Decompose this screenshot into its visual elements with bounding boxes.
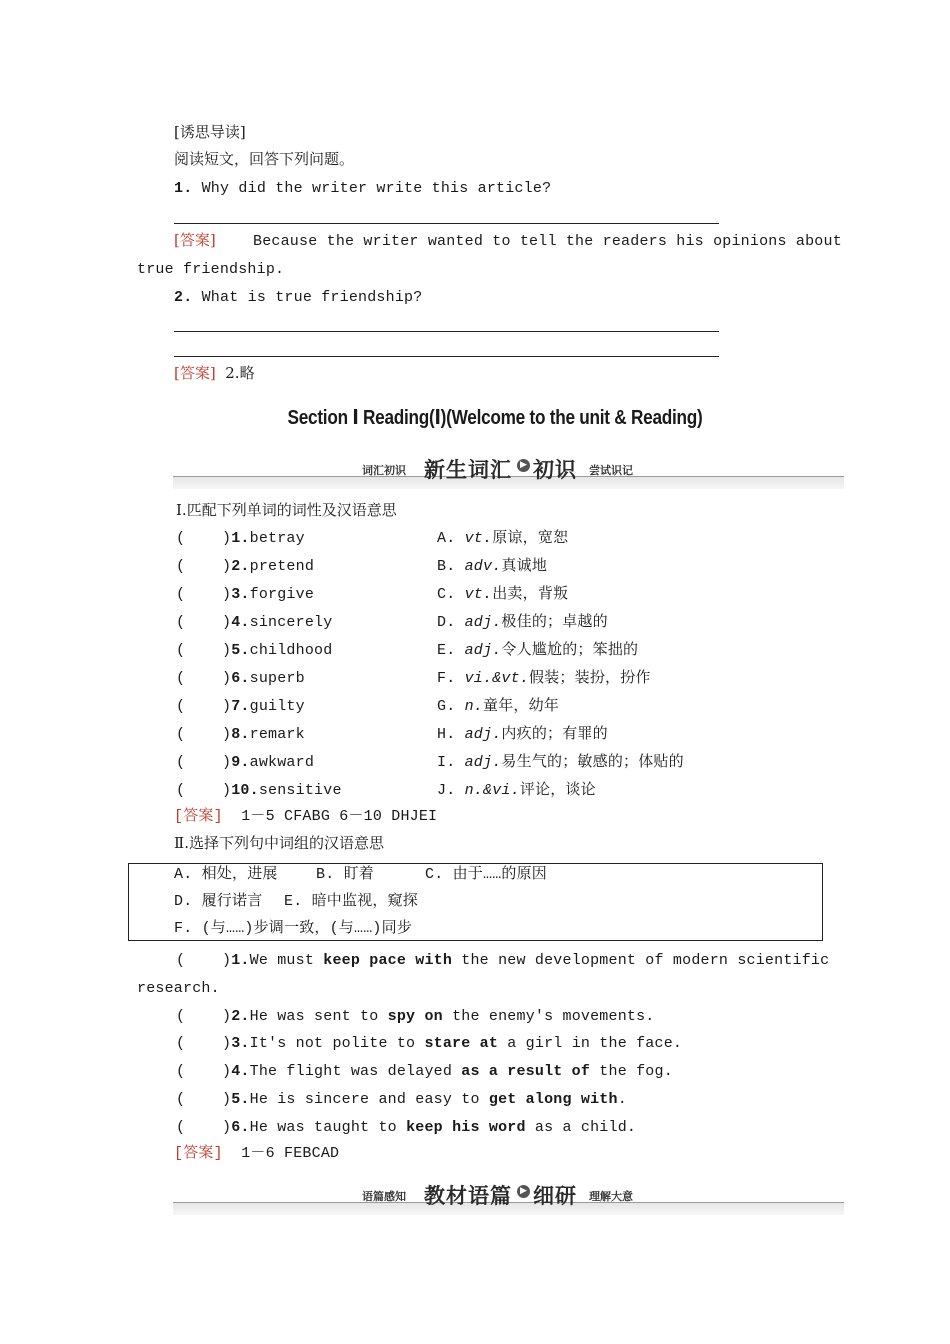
part1-answer-tag: [答案] bbox=[174, 808, 223, 825]
part-of-speech: n.&vi. bbox=[464, 782, 520, 799]
question-1-text: Why did the writer write this article? bbox=[201, 180, 552, 197]
question-1 bbox=[174, 181, 551, 196]
list-item-meaning bbox=[437, 727, 608, 742]
part1-answer-text: 1－5 CFABG 6－10 DHJEI bbox=[241, 808, 438, 825]
option-c: C. 由于……的原因 bbox=[425, 866, 548, 883]
answer-blank[interactable]: ( ) bbox=[176, 670, 232, 687]
part-of-speech: adj. bbox=[464, 614, 502, 631]
question-1-number: 1. bbox=[174, 180, 193, 197]
meaning: 童年，幼年 bbox=[483, 698, 560, 715]
sentence-5 bbox=[176, 1092, 627, 1107]
sentence-pre: He was sent to bbox=[249, 1008, 388, 1025]
answer-line-1 bbox=[174, 223, 719, 224]
sentence-phrase: get along with bbox=[488, 1091, 618, 1108]
answer-blank[interactable]: ( ) bbox=[176, 754, 232, 771]
part-of-speech: vi.&vt. bbox=[464, 670, 530, 687]
part-of-speech: adj. bbox=[464, 642, 502, 659]
answer-line-2a bbox=[174, 331, 719, 332]
option-letter: G. bbox=[437, 698, 456, 715]
answer-1-line2: true friendship. bbox=[137, 261, 285, 278]
item-number: 5. bbox=[231, 642, 250, 659]
sentence-number: 2. bbox=[231, 1008, 250, 1025]
answer-blank[interactable]: ( ) bbox=[176, 1091, 232, 1108]
sentence-phrase: as a result of bbox=[461, 1063, 591, 1080]
sentence-pre: We must bbox=[249, 952, 324, 969]
vocab-header-right: 尝试识记 bbox=[589, 464, 633, 477]
text-header-left: 语篇感知 bbox=[362, 1190, 406, 1203]
text-header-main2: 细研 bbox=[533, 1184, 577, 1208]
sentence-1 bbox=[176, 952, 830, 969]
option-letter: J. bbox=[437, 782, 456, 799]
list-item-meaning bbox=[437, 587, 568, 602]
item-number: 8. bbox=[231, 726, 250, 743]
answer-blank[interactable]: ( ) bbox=[176, 952, 232, 969]
list-item bbox=[176, 671, 305, 686]
list-item bbox=[176, 727, 305, 742]
sentence-phrase: spy on bbox=[387, 1008, 443, 1025]
part-of-speech: adj. bbox=[464, 754, 502, 771]
list-item-meaning bbox=[437, 671, 651, 686]
part2-answer-text: 1－6 FEBCAD bbox=[241, 1145, 340, 1162]
answer-blank[interactable]: ( ) bbox=[176, 614, 232, 631]
meaning: 内疚的；有罪的 bbox=[501, 726, 608, 743]
meaning: 评论，谈论 bbox=[519, 782, 596, 799]
sentence-pre: He was taught to bbox=[249, 1119, 407, 1136]
sentence-post: the new development of modern scientific bbox=[452, 952, 830, 969]
option-b: B. 盯着 bbox=[316, 866, 375, 883]
word: sincerely bbox=[249, 614, 333, 631]
item-number: 6. bbox=[231, 670, 250, 687]
option-e: E. 暗中监视，窥探 bbox=[284, 893, 419, 910]
meaning: 易生气的；敏感的；体贴的 bbox=[501, 754, 684, 771]
question-2 bbox=[174, 290, 422, 305]
sentence-number: 6. bbox=[231, 1119, 250, 1136]
option-f: F. (与……)步调一致，(与……)同步 bbox=[174, 920, 413, 937]
item-number: 1. bbox=[231, 530, 250, 547]
meaning: 令人尴尬的；笨拙的 bbox=[501, 642, 639, 659]
sentence-6 bbox=[176, 1120, 636, 1135]
sentence-pre: The flight was delayed bbox=[249, 1063, 462, 1080]
list-item bbox=[176, 755, 314, 770]
answer-blank[interactable]: ( ) bbox=[176, 1119, 232, 1136]
meaning: 真诚地 bbox=[501, 558, 548, 575]
intro-heading: [诱思导读] bbox=[174, 123, 246, 141]
option-letter: E. bbox=[437, 642, 456, 659]
word: superb bbox=[249, 670, 305, 687]
part-of-speech: n. bbox=[464, 698, 484, 715]
word: forgive bbox=[249, 586, 315, 603]
word: guilty bbox=[249, 698, 305, 715]
answer-1-tag: [答案] bbox=[174, 231, 216, 249]
list-item-meaning bbox=[437, 531, 568, 546]
answer-blank[interactable]: ( ) bbox=[176, 642, 232, 659]
sentence-phrase: keep his word bbox=[406, 1119, 526, 1136]
sentence-post: as a child. bbox=[525, 1119, 637, 1136]
list-item bbox=[176, 615, 332, 630]
question-2-text: What is true friendship? bbox=[201, 289, 423, 306]
answer-2 bbox=[174, 366, 255, 381]
meaning: 极佳的；卓越的 bbox=[501, 614, 608, 631]
list-item bbox=[176, 587, 314, 602]
list-item bbox=[176, 643, 332, 658]
sentence-phrase: stare at bbox=[424, 1035, 499, 1052]
item-number: 10. bbox=[231, 782, 259, 799]
intro-instruction: 阅读短文，回答下列问题。 bbox=[174, 150, 355, 168]
sentence-post: the enemy's movements. bbox=[442, 1008, 655, 1025]
word: betray bbox=[249, 530, 305, 547]
part-of-speech: vt. bbox=[464, 530, 493, 547]
answer-line-2b bbox=[174, 356, 719, 357]
item-number: 9. bbox=[231, 754, 250, 771]
answer-blank[interactable]: ( ) bbox=[176, 782, 232, 799]
list-item-meaning bbox=[437, 615, 608, 630]
sentence-pre: It's not polite to bbox=[249, 1035, 425, 1052]
meaning: 假装；装扮，扮作 bbox=[529, 670, 651, 687]
word: remark bbox=[249, 726, 305, 743]
sentence-3 bbox=[176, 1036, 682, 1051]
item-number: 7. bbox=[231, 698, 250, 715]
answer-2-text: 2.略 bbox=[225, 364, 255, 382]
word: childhood bbox=[249, 642, 333, 659]
list-item-meaning bbox=[437, 699, 559, 714]
sentence-4 bbox=[176, 1064, 673, 1079]
sentence-phrase: keep pace with bbox=[323, 952, 453, 969]
sentence-number: 4. bbox=[231, 1063, 250, 1080]
option-letter: B. bbox=[437, 558, 456, 575]
sentence-pre: He is sincere and easy to bbox=[249, 1091, 489, 1108]
meaning: 原谅，宽恕 bbox=[492, 530, 569, 547]
question-2-number: 2. bbox=[174, 289, 193, 306]
chevron-right-icon: ▶ bbox=[517, 1185, 530, 1198]
sentence-2 bbox=[176, 1009, 655, 1024]
section-title: Section Ⅰ Reading(Ⅰ)(Welcome to the unit & Reading) bbox=[287, 407, 703, 429]
meaning: 出卖，背叛 bbox=[492, 586, 569, 603]
answer-blank[interactable]: ( ) bbox=[176, 558, 232, 575]
part2-answer-tag: [答案] bbox=[174, 1145, 223, 1162]
list-item bbox=[176, 559, 314, 574]
list-item-meaning bbox=[437, 783, 596, 798]
item-number: 4. bbox=[231, 614, 250, 631]
answer-blank[interactable]: ( ) bbox=[176, 726, 232, 743]
part1-heading: Ⅰ.匹配下列单词的词性及汉语意思 bbox=[176, 501, 397, 519]
list-item bbox=[176, 531, 305, 546]
list-item-meaning bbox=[437, 643, 638, 658]
option-letter: D. bbox=[437, 614, 456, 631]
option-letter: A. bbox=[437, 530, 456, 547]
sentence-number: 3. bbox=[231, 1035, 250, 1052]
answer-blank[interactable]: ( ) bbox=[176, 1063, 232, 1080]
answer-blank[interactable]: ( ) bbox=[176, 698, 232, 715]
sentence-post: . bbox=[617, 1091, 627, 1108]
answer-blank[interactable]: ( ) bbox=[176, 530, 232, 547]
vocab-header-left: 词汇初识 bbox=[362, 464, 406, 477]
part2-heading: Ⅱ.选择下列句中词组的汉语意思 bbox=[174, 834, 384, 852]
answer-blank[interactable]: ( ) bbox=[176, 1008, 232, 1025]
sentence-post: a girl in the face. bbox=[498, 1035, 683, 1052]
part1-answer bbox=[174, 809, 437, 824]
part-of-speech: adj. bbox=[464, 726, 502, 743]
list-item-meaning bbox=[437, 559, 547, 574]
sentence-number: 1. bbox=[231, 952, 250, 969]
list-item bbox=[176, 699, 305, 714]
part-of-speech: adv. bbox=[464, 558, 502, 575]
answer-blank[interactable]: ( ) bbox=[176, 586, 232, 603]
list-item-meaning bbox=[437, 755, 684, 770]
text-header-main1: 教材语篇 bbox=[424, 1184, 512, 1208]
chevron-right-icon: ▶ bbox=[517, 459, 530, 472]
part2-answer bbox=[174, 1146, 339, 1161]
vocab-header-main1: 新生词汇 bbox=[424, 458, 512, 482]
list-item bbox=[176, 783, 342, 798]
text-header-right: 理解大意 bbox=[589, 1190, 633, 1203]
vocab-header-main2: 初识 bbox=[533, 458, 577, 482]
part-of-speech: vt. bbox=[464, 586, 493, 603]
item-number: 3. bbox=[231, 586, 250, 603]
sentence-1-cont: research. bbox=[137, 980, 220, 997]
sentence-post: the fog. bbox=[590, 1063, 673, 1080]
option-a: A. 相处，进展 bbox=[174, 866, 278, 883]
word: pretend bbox=[249, 558, 315, 575]
option-letter: H. bbox=[437, 726, 456, 743]
answer-2-tag: [答案] bbox=[174, 364, 216, 382]
option-letter: I. bbox=[437, 754, 456, 771]
item-number: 2. bbox=[231, 558, 250, 575]
option-letter: F. bbox=[437, 670, 456, 687]
word: sensitive bbox=[258, 782, 342, 799]
word: awkward bbox=[249, 754, 315, 771]
option-letter: C. bbox=[437, 586, 456, 603]
answer-1-line1: Because the writer wanted to tell the readers his opinions about bbox=[253, 233, 842, 250]
option-d: D. 履行诺言 bbox=[174, 893, 263, 910]
answer-blank[interactable]: ( ) bbox=[176, 1035, 232, 1052]
sentence-number: 5. bbox=[231, 1091, 250, 1108]
